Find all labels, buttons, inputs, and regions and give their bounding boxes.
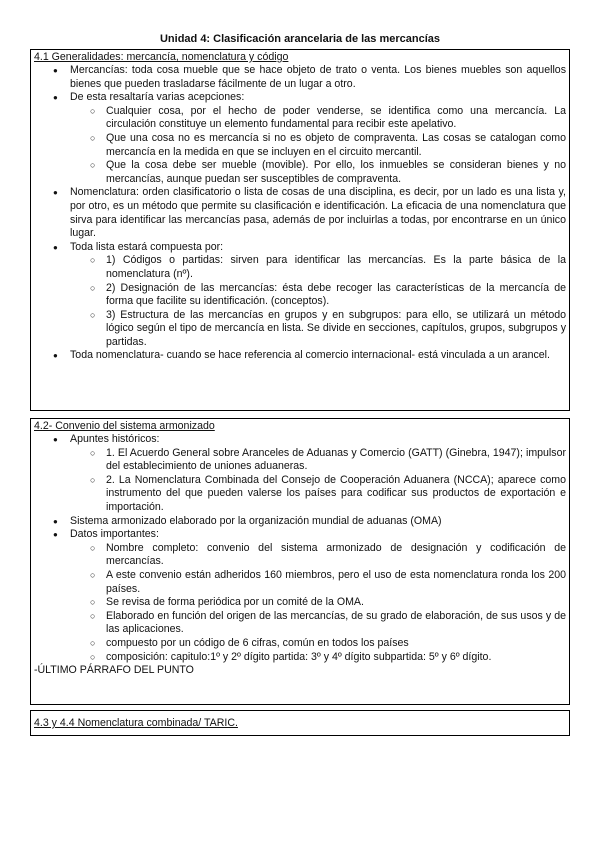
- sub-list-item: ○ Elaborado en función del origen de las mercancías, de su grado de elaboración, de sus usos y de las aplicaciones.: [70, 610, 566, 637]
- list-item-text: Apuntes históricos:: [70, 433, 160, 445]
- section-heading: 4.3 y 4.4 Nomenclatura combinada/ TARIC.: [34, 717, 238, 729]
- sub-list-item: ○ Nombre completo: convenio del sistema armonizado de designación y codificación de mercancías.: [70, 542, 566, 569]
- sub-list-item: ○ Que una cosa no es mercancía si no es objeto de compraventa. Las cosas se catalogan como mercancía en la medida en que se incluyen en el circuito mercantil.: [70, 132, 566, 159]
- section-footer-note: -ÚLTIMO PÁRRAFO DEL PUNTO: [34, 664, 194, 677]
- list-item: ● Nomenclatura: orden clasificatorio o lista de cosas de una disciplina, es decir, por un lado es una lista y, por otro, es un método que permite su clasificación e identificación. La eficacia de una nomenclatura que sirva para identificar las mercancías pasa, además de por incluirlas a todas, por encontrarse en un único lugar.: [34, 186, 566, 240]
- sub-bullet-list: [70, 447, 566, 515]
- sub-list-item: ○ composición: capitulo:1º y 2º dígito partida: 3º y 4º dígito subpartida: 5º y 6º dígito.: [70, 651, 566, 665]
- sub-bullet-list: [70, 254, 566, 349]
- sub-bullet-list: [70, 105, 566, 187]
- sub-list-item: ○ A este convenio están adheridos 160 miembros, pero el uso de esta nomenclatura ronda los 200 países.: [70, 569, 566, 596]
- list-item: [34, 528, 566, 664]
- sub-list-item: ○ 2) Designación de las mercancías: ésta debe recoger las características de la mercancía de forma que facilite su identificación. (conceptos).: [70, 282, 566, 309]
- list-item: ● Mercancías: toda cosa mueble que se hace objeto de trato o venta. Los bienes muebles son aquellos bienes que pueden trasladarse fácilmente de un lugar a otro.: [34, 64, 566, 91]
- section-box-4-1: [30, 49, 570, 411]
- page-title: Unidad 4: Clasificación arancelaria de las mercancías: [159, 33, 441, 45]
- list-item: [34, 241, 566, 350]
- list-item: [34, 91, 566, 186]
- sub-list-item: ○ 1. El Acuerdo General sobre Aranceles de Aduanas y Comercio (GATT) (Ginebra, 1947); impulsor del establecimiento de uniones aduaneras.: [70, 447, 566, 474]
- sub-list-item: ○ 1) Códigos o partidas: sirven para identificar las mercancías. Es la parte básica de la nomenclatura (nº).: [70, 254, 566, 281]
- sub-list-item: ○ 3) Estructura de las mercancías en grupos y en subgrupos: para ello, se utilizará un método lógico según el tipo de mercancía en lista. Se divide en secciones, capítulos, grupos, subgrupos y partidas.: [70, 309, 566, 350]
- sub-list-item: ○ compuesto por un código de 6 cifras, común en todos los países: [70, 637, 566, 651]
- list-item: ● Sistema armonizado elaborado por la organización mundial de aduanas (OMA): [34, 515, 566, 529]
- list-item: [34, 433, 566, 515]
- section-heading: 4.2- Convenio del sistema armonizado: [34, 420, 215, 432]
- bullet-list: [34, 433, 566, 664]
- section-box-4-2: [30, 418, 570, 705]
- list-item-text: Toda lista estará compuesta por:: [70, 240, 224, 253]
- list-item-text: De esta resaltaría varias acepciones:: [70, 91, 245, 104]
- sub-bullet-list: [70, 542, 566, 664]
- list-item: ● Toda nomenclatura- cuando se hace referencia al comercio internacional- está vinculada a un arancel.: [34, 349, 566, 363]
- sub-list-item: ○ 2. La Nomenclatura Combinada del Consejo de Cooperación Aduanera (NCCA); aparece como instrumento del que pueden valerse los países para codificar sus productos de exportación e importación.: [70, 474, 566, 515]
- bullet-list: [34, 64, 566, 363]
- section-box-4-3: [30, 710, 570, 736]
- sub-list-item: ○ Cualquier cosa, por el hecho de poder venderse, se identifica como una mercancía. La circulación constituye un elemento fundamental para recibir este apelativo.: [70, 105, 566, 132]
- sub-list-item: ○ Se revisa de forma periódica por un comité de la OMA.: [70, 596, 566, 610]
- section-heading: 4.1 Generalidades: mercancía, nomenclatura y código: [34, 51, 289, 63]
- sub-list-item: ○ Que la cosa debe ser mueble (movible). Por ello, los inmuebles se consideran bienes y no mercancías, aunque puedan ser susceptibles de compraventa.: [70, 159, 566, 186]
- list-item-text: Datos importantes:: [70, 528, 159, 541]
